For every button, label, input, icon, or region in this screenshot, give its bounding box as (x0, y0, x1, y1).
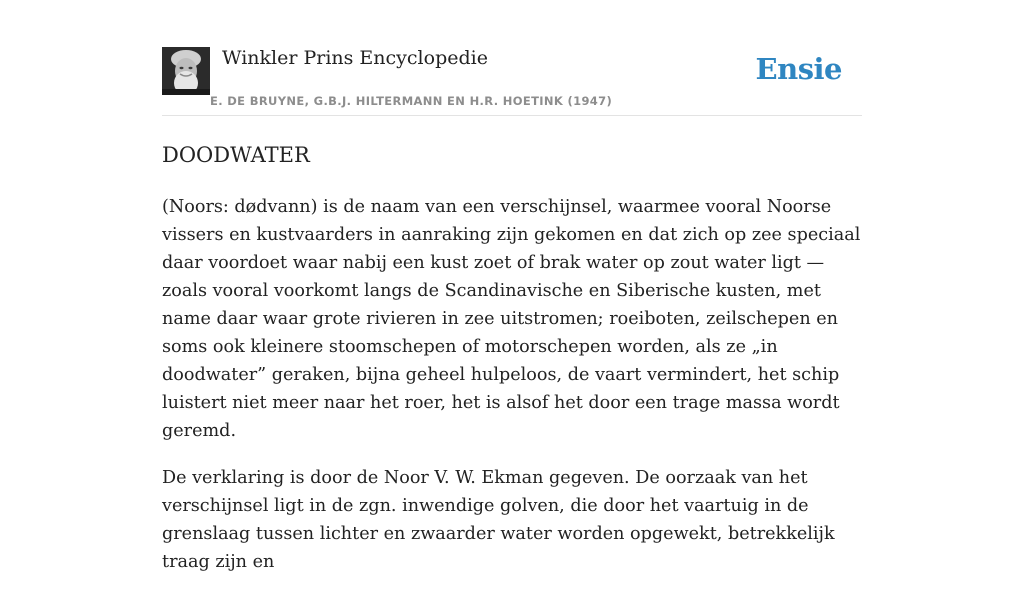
body-paragraph: (Noors: dødvann) is de naam van een verschijnsel, waarmee vooral Noorse vissers en kustvaarders in aanraking zijn gekomen en dat zich op zee speciaal daar voordoet waar nabij een kust zoet of brak water op zout water ligt — zoals vooral voorkomt langs de Scandinavische en Siberische kusten, met name daar waar grote rivieren in zee uitstromen; roeiboten, zeilschepen en soms ook kleinere stoomschepen of motorschepen worden, als ze „in doodwater” geraken, bijna geheel hulpeloos, de vaart vermindert, het schip luistert niet meer naar het roer, het is alsof het door een trage massa wordt geremd. (162, 197, 861, 441)
portrait-photo-icon (162, 47, 210, 95)
author-avatar[interactable] (162, 47, 210, 95)
ensie-logo-link[interactable]: Ensie (755, 52, 842, 86)
entry-body (162, 193, 862, 595)
source-header (162, 0, 862, 116)
source-title[interactable]: Winkler Prins Encyclopedie (222, 47, 488, 69)
entry-title: DOODWATER (162, 143, 310, 167)
content-column (162, 0, 862, 572)
body-paragraph: De verklaring is door de Noor V. W. Ekman gegeven. De oorzaak van het verschijnsel ligt in de zgn. inwendige golven, die door het vaartuig in de grenslaag tussen lichter en zwaarder water worden opgewekt, betrekkelijk traag zijn en (162, 468, 835, 572)
source-authors: E. DE BRUYNE, G.B.J. HILTERMANN EN H.R. HOETINK (1947) (210, 94, 613, 108)
